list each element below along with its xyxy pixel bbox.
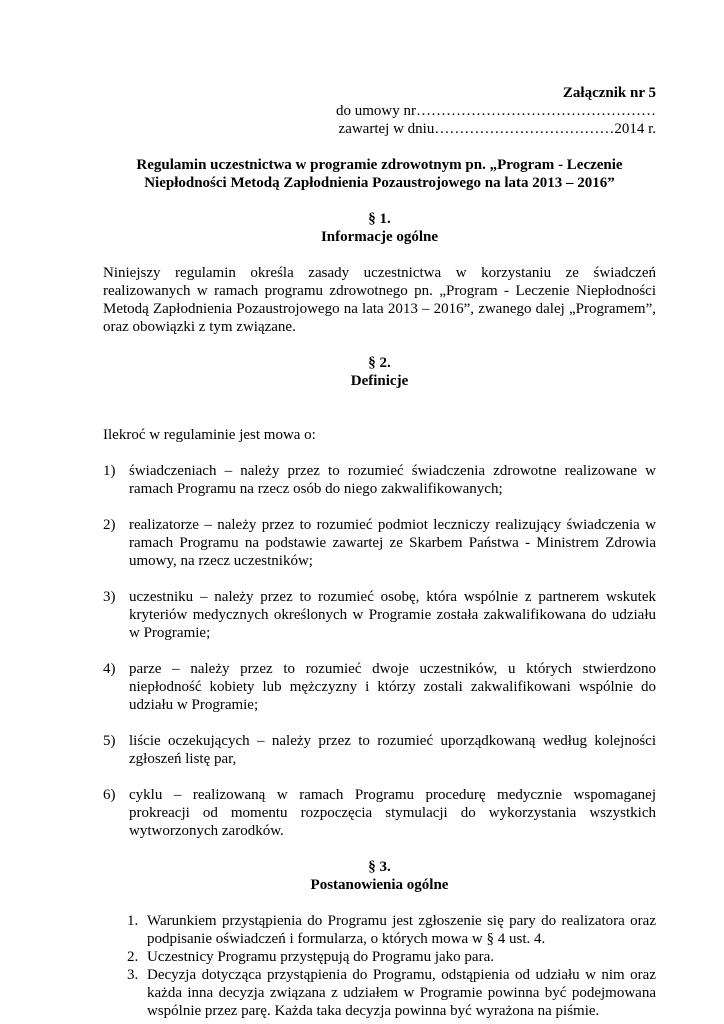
definitions-list xyxy=(103,462,656,840)
list-item: 3) uczestniku – należy przez to rozumieć osobę, która wspólnie z partnerem wskutek kryteriów medycznych określonych w Programie została zakwalifikowana do udziału w Programie; xyxy=(103,589,656,641)
contract-date-line: zawartej w dniu………………………………2014 r. xyxy=(338,121,656,137)
list-item: 3. Decyzja dotycząca przystąpienia do Programu, odstąpienia od udziału w nim oraz każda inna decyzja związana z udziałem w Programie powinna być podejmowana wspólnie przez parę. Każda taka decyzja powinna być wyrażona na piśmie. xyxy=(127,967,656,1019)
document-title xyxy=(103,156,656,192)
title-line-1: Regulamin uczestnictwa w programie zdrowotnym pn. „Program - Leczenie xyxy=(136,157,623,173)
section-2-heading xyxy=(103,354,656,390)
list-item: 5) liście oczekujących – należy przez to rozumieć uporządkowaną według kolejności zgłoszeń listę par, xyxy=(103,733,656,767)
list-item: 2. Uczestnicy Programu przystępują do Programu jako para. xyxy=(127,949,494,965)
section-3-heading xyxy=(103,858,656,894)
provisions-list xyxy=(103,912,656,1020)
section-2-intro: Ilekroć w regulaminie jest mowa o: xyxy=(103,427,316,443)
annex-label: Załącznik nr 5 xyxy=(562,85,656,101)
list-item: 1. Warunkiem przystąpienia do Programu jest zgłoszenie się pary do realizatora oraz podpisanie oświadczeń i formularza, o których mowa w § 4 ust. 4. xyxy=(127,913,656,947)
section-2-title: Definicje xyxy=(350,373,409,389)
contract-number-line: do umowy nr………………………………………… xyxy=(336,103,656,119)
list-item: 1) świadczeniach – należy przez to rozumieć świadczenia zdrowotne realizowane w ramach Programu na rzecz osób do niego zakwalifikowanych; xyxy=(103,463,656,497)
document-header xyxy=(103,84,656,138)
section-2-number: § 2. xyxy=(368,355,391,371)
section-1-number: § 1. xyxy=(368,211,391,227)
list-item: 2) realizatorze – należy przez to rozumieć podmiot leczniczy realizujący świadczenia w ramach Programu na podstawie zawartej ze Skarbem Państwa - Ministrem Zdrowia umowy, na rzecz uczestników; xyxy=(103,517,656,569)
section-3-number: § 3. xyxy=(368,859,391,875)
document-page xyxy=(103,84,656,1020)
list-item: 6) cyklu – realizowaną w ramach Programu procedurę medycznie wspomaganej prokreacji od momentu rozpoczęcia stymulacji do wykorzystania wszystkich wytworzonych zarodków. xyxy=(103,787,656,839)
list-item: 4) parze – należy przez to rozumieć dwoje uczestników, u których stwierdzono niepłodność kobiety lub mężczyzny i którzy zostali zakwalifikowani wspólnie do udziału w Programie; xyxy=(103,661,656,713)
section-1-title: Informacje ogólne xyxy=(320,229,439,245)
title-line-2: Niepłodności Metodą Zapłodnienia Pozaustrojowego na lata 2013 – 2016” xyxy=(144,175,615,191)
section-1-text: Niniejszy regulamin określa zasady uczestnictwa w korzystaniu ze świadczeń realizowanych w ramach programu zdrowotnego pn. „Program - Leczenie Niepłodności Metodą Zapłodnienia Pozaustrojowego na lata 2013 – 2016”, zwanego dalej „Programem”, oraz obowiązki z tym związane. xyxy=(103,265,656,335)
section-1-heading xyxy=(103,210,656,246)
section-3-title: Postanowienia ogólne xyxy=(310,877,449,893)
